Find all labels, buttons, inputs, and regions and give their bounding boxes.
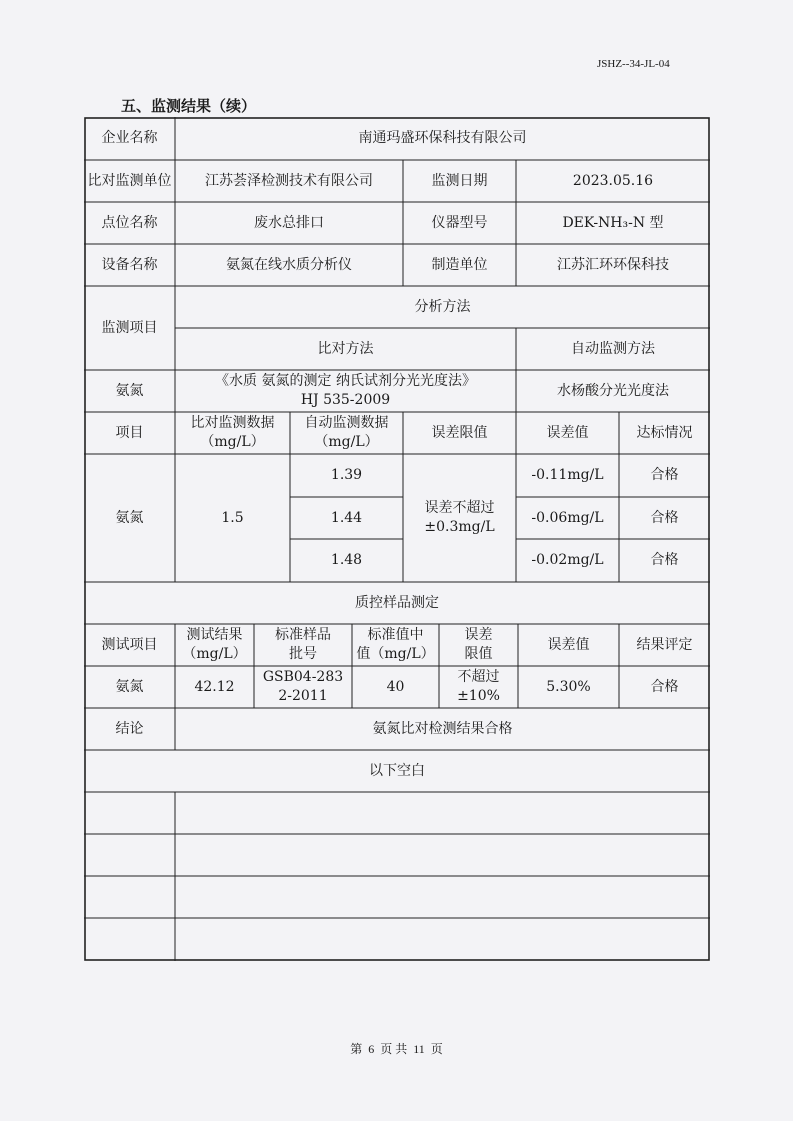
blank-note: 以下空白 (369, 762, 425, 779)
compare-item: 氨氮 (115, 509, 144, 526)
date-value: 2023.05.16 (572, 172, 654, 189)
compare-method-header: 比对方法 (317, 340, 374, 357)
company-label: 企业名称 (101, 130, 158, 146)
table-row-status: 合格 (650, 552, 679, 568)
table-row-status: 合格 (650, 509, 679, 526)
auto-method-header: 自动监测方法 (571, 340, 655, 357)
model-value: DEK-NH₃-N 型 (562, 214, 664, 231)
auto-method-value: 水杨酸分光光度法 (557, 382, 669, 399)
page-total: 11 (413, 1042, 425, 1056)
qc-header-limit: 误差 限值 (464, 627, 493, 662)
qc-title: 质控样品测定 (355, 594, 439, 611)
compare-header-manual: 比对监测数据 （mg/L） (190, 415, 275, 450)
company-value: 南通玛盛环保科技有限公司 (358, 130, 527, 146)
item-label: 监测项目 (101, 319, 158, 336)
page-number: 6 (368, 1042, 375, 1056)
conclusion-value: 氨氮比对检测结果合格 (372, 720, 513, 737)
compare-header-limit: 误差限值 (431, 424, 488, 441)
footer-prefix: 第 (350, 1042, 363, 1056)
qc-item: 氨氮 (115, 678, 144, 695)
monitoring-results-table (84, 117, 710, 961)
qc-header-error: 误差值 (547, 636, 590, 653)
document-code: JSHZ--34-JL-04 (597, 58, 670, 70)
device-value: 氨氮在线水质分析仪 (226, 256, 352, 273)
compare-method-value: 《水质 氨氮的测定 纳氏试剂分光光度法》 HJ 535-2009 (215, 373, 476, 408)
table-row-error: -0.11mg/L (531, 467, 604, 483)
qc-header-evaluation: 结果评定 (636, 636, 693, 653)
method-substance: 氨氮 (115, 382, 144, 399)
footer-suffix: 页 (430, 1042, 443, 1056)
unit-value: 江苏荟泽检测技术有限公司 (205, 172, 373, 189)
qc-limit: 不超过 ±10% (457, 669, 500, 704)
table-row-error: -0.06mg/L (531, 509, 604, 526)
qc-evaluation: 合格 (650, 678, 679, 695)
date-label: 监测日期 (431, 172, 488, 189)
qc-header-item: 测试项目 (101, 636, 158, 653)
table-row-auto: 1.48 (330, 552, 363, 568)
qc-header-standard: 标准值中 值（mg/L） (356, 627, 435, 662)
compare-header-status: 达标情况 (636, 424, 693, 441)
qc-standard: 40 (386, 678, 405, 695)
device-label: 设备名称 (101, 256, 158, 273)
maker-label: 制造单位 (431, 256, 488, 273)
compare-header-auto: 自动监测数据 （mg/L） (304, 415, 389, 450)
compare-limit: 误差不超过 ±0.3mg/L (424, 500, 495, 535)
qc-error: 5.30% (546, 678, 591, 695)
table-row-auto: 1.44 (330, 509, 363, 526)
qc-header-result: 测试结果 （mg/L） (182, 627, 247, 662)
section-title: 五、监测结果（续） (121, 97, 257, 115)
maker-value: 江苏汇环环保科技 (557, 256, 669, 273)
unit-label: 比对监测单位 (87, 172, 172, 189)
qc-batch: GSB04-283 2-2011 (262, 669, 344, 704)
qc-result: 42.12 (194, 678, 235, 695)
table-row-status: 合格 (650, 467, 679, 483)
point-value: 废水总排口 (254, 214, 324, 231)
analysis-method-header: 分析方法 (414, 298, 471, 315)
point-label: 点位名称 (101, 214, 158, 231)
page-footer (0, 1040, 793, 1057)
compare-header-error: 误差值 (546, 424, 589, 441)
compare-manual-value: 1.5 (221, 509, 244, 526)
model-label: 仪器型号 (431, 214, 488, 231)
footer-mid: 页 共 (380, 1042, 408, 1056)
qc-header-batch: 标准样品 批号 (275, 627, 331, 662)
table-row-error: -0.02mg/L (531, 552, 604, 568)
conclusion-label: 结论 (115, 720, 144, 737)
compare-header-item: 项目 (115, 424, 144, 441)
table-row-auto: 1.39 (330, 467, 363, 483)
